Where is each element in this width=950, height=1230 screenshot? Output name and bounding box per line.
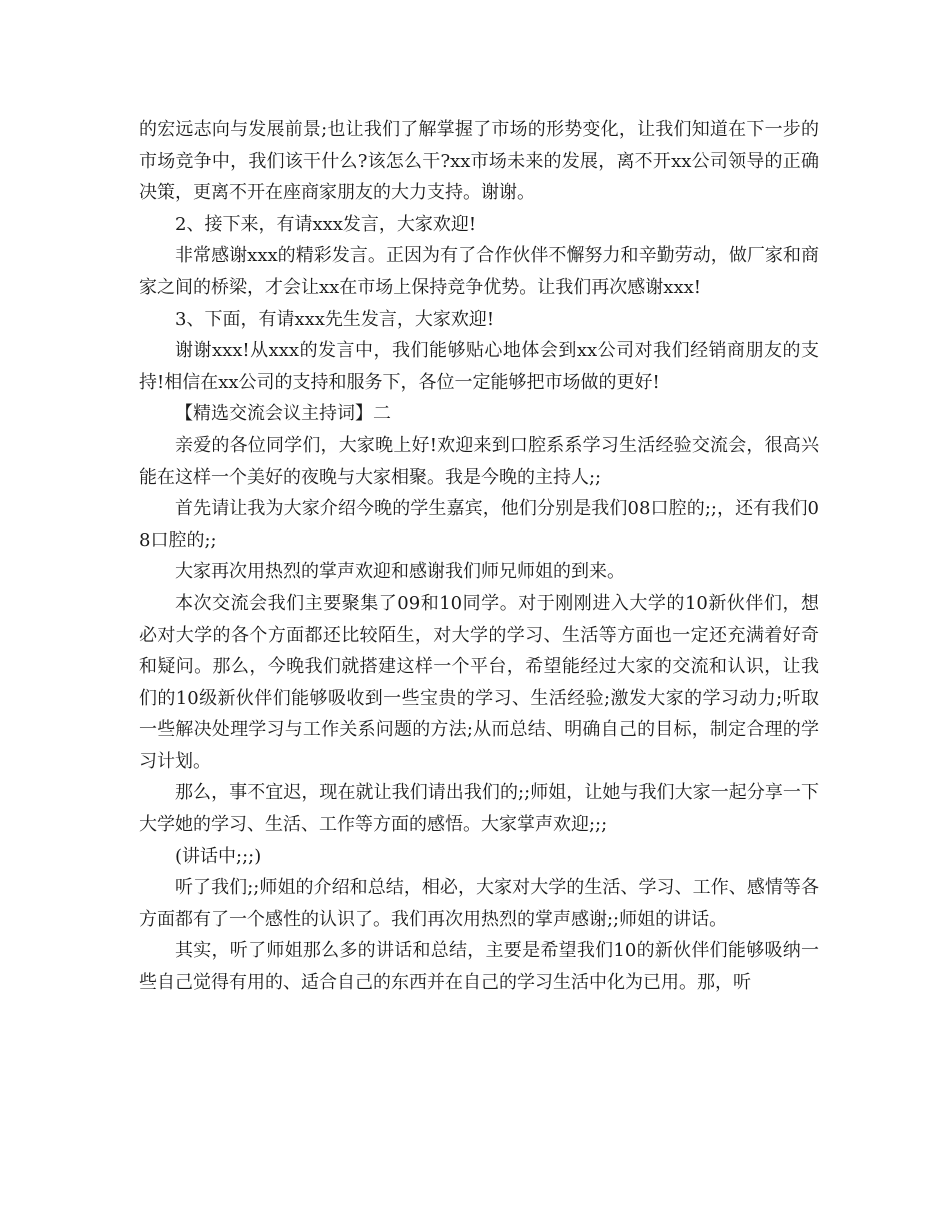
paragraph: 谢谢xxx!从xxx的发言中，我们能够贴心地体会到xx公司对我们经销商朋友的支持!相信在xx公司的支持和服务下，各位一定能够把市场做的更好! [139,340,819,393]
paragraph: 本次交流会我们主要聚集了09和10同学。对于刚刚进入大学的10新伙伴们，想必对大学的各个方面都还比较陌生，对大学的学习、生活等方面也一定还充满着好奇和疑问。那么，今晚我们就搭建这样一个平台，希望能经过大家的交流和认识，让我们的10级新伙伴们能够吸收到一些宝贵的学习、生活经验;激发大家的学习动力;听取一些解决处理学习与工作关系问题的方法;从而总结、明确自己的目标，制定合理的学习计划。 [139,592,819,772]
paragraph: 非常感谢xxx的精彩发言。正因为有了合作伙伴不懈努力和辛勤劳动，做厂家和商家之间的桥梁，才会让xx在市场上保持竞争优势。让我们再次感谢xxx! [139,245,819,298]
paragraph: 的宏远志向与发展前景;也让我们了解掌握了市场的形势变化，让我们知道在下一步的市场竞争中，我们该干什么?该怎么干?xx市场未来的发展，离不开xx公司领导的正确决策，更离不开在座商家朋友的大力支持。谢谢。 [139,119,819,204]
paragraph: 那么，事不宜迟，现在就让我们请出我们的;;师姐，让她与我们大家一起分享一下大学她的学习、生活、工作等方面的感悟。大家掌声欢迎;;; [139,782,819,836]
paragraph: 听了我们;;师姐的介绍和总结，相必，大家对大学的生活、学习、工作、感情等各方面都有了一个感性的认识了。我们再次用热烈的掌声感谢;;师姐的讲话。 [139,877,819,930]
document-body [139,114,819,999]
paragraph: 2、接下来，有请xxx发言，大家欢迎! [175,213,477,235]
paragraph: (讲话中;;;) [175,845,262,867]
paragraph: 3、下面，有请xxx先生发言，大家欢迎! [175,308,495,330]
paragraph: 首先请让我为大家介绍今晚的学生嘉宾，他们分别是我们08口腔的;;，还有我们08口腔的;; [139,498,819,551]
paragraph: 其实，听了师姐那么多的讲话和总结，主要是希望我们10的新伙伴们能够吸纳一些自己觉得有用的、适合自己的东西并在自己的学习生活中化为已用。那，听 [139,940,819,994]
section-heading: 【精选交流会议主持词】二 [175,403,391,425]
paragraph: 大家再次用热烈的掌声欢迎和感谢我们师兄师姐的到来。 [175,561,625,583]
paragraph: 亲爱的各位同学们，大家晚上好!欢迎来到口腔系系学习生活经验交流会，很高兴能在这样一个美好的夜晚与大家相聚。我是今晚的主持人;; [139,434,819,488]
